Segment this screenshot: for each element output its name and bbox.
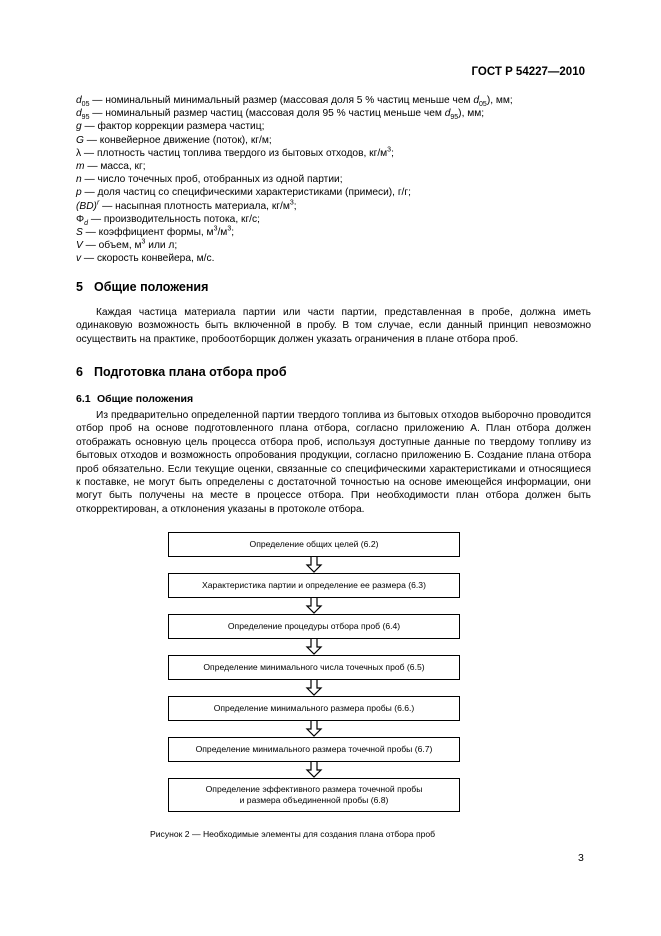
flow-arrow-5 bbox=[305, 721, 323, 737]
definition-g: g — фактор коррекции размера частиц; bbox=[76, 121, 265, 133]
flow-step-general-goals: Определение общих целей (6.2) bbox=[168, 532, 460, 557]
definition-lambda: λ — плотность частиц топлива твердого из бытовых отходов, $кг/м^3$; bbox=[76, 146, 394, 159]
definition-bd: (BD)$^r$ — насыпная плотность материала, $кг/м^3$; bbox=[76, 199, 297, 212]
definition-G: G — конвейерное движение (поток), кг/м; bbox=[76, 134, 272, 146]
subsection-6-1-heading: 6.1 Общие положения bbox=[76, 393, 194, 405]
definition-v: v — скорость конвейера, м/с. bbox=[76, 253, 215, 265]
flow-step-lot-characteristics: Характеристика партии и определение ее размера (6.3) bbox=[168, 573, 460, 598]
definition-p: p — доля частиц со специфическими характеристиками (примеси), г/г; bbox=[76, 187, 411, 199]
document-header: ГОСТ Р 54227—2010 bbox=[471, 66, 585, 78]
flow-arrow-1 bbox=[305, 557, 323, 573]
definition-d05: $d_{05}$ — номинальный минимальный размер (массовая доля 5 % частиц меньше чем $d_{05}$), мм; bbox=[76, 95, 513, 109]
definition-V: V — объем, $м^3$ или л; bbox=[76, 238, 178, 252]
flow-step-effective-increment-size: Определение эффективного размера точечной пробы и размера объединенной пробы (6.8) bbox=[168, 778, 460, 812]
symbols-list bbox=[76, 94, 591, 266]
flow-step-min-increments: Определение минимального числа точечных проб (6.5) bbox=[168, 655, 460, 680]
flow-step-sampling-procedure: Определение процедуры отбора проб (6.4) bbox=[168, 614, 460, 639]
figure-caption: Рисунок 2 — Необходимые элементы для создания плана отбора проб bbox=[150, 829, 436, 839]
flow-arrow-4 bbox=[305, 680, 323, 696]
section-5-heading: 5 Общие положения bbox=[76, 280, 209, 294]
flow-step-min-increment-size: Определение минимального размера точечной пробы (6.7) bbox=[168, 737, 460, 762]
flow-arrow-6 bbox=[305, 762, 323, 778]
definition-S: S — коэффициент формы, $м^3/м^3$; bbox=[76, 225, 235, 239]
section-5-paragraph: Каждая частица материала партии или части партии, представленная в пробе, должна иметь одинаковую возможность быть включенной в пробу. В том случае, если данный принцип невозможно осуществить на практике, пробоотборщик должен указать ограничения в плане отбора проб. bbox=[76, 307, 591, 345]
definition-m: m — масса, кг; bbox=[76, 161, 146, 173]
definition-phi: $\Phi_d$ — производительность потока, кг/с; bbox=[76, 213, 260, 227]
flow-arrow-2 bbox=[305, 598, 323, 614]
section-6-heading: 6 Подготовка плана отбора проб bbox=[76, 365, 287, 379]
definition-n: n — число точечных проб, отобранных из одной партии; bbox=[76, 174, 343, 186]
flow-step-min-sample-size: Определение минимального размера пробы (6.6.) bbox=[168, 696, 460, 721]
flow-arrow-3 bbox=[305, 639, 323, 655]
section-6-1-paragraph: Из предварительно определенной партии твердого топлива из бытовых отходов выборочно проводится отбор проб на основе подготовленного плана отбора, согласно приложению А. План отбора должен отображать основную цель процесса отбора проб, используя доступные данные по твердому топливу из бытовых отходов и возможность опробования продукции, согласно приложению Б. Создание плана отбора проб обязательно. Если текущие оценки, связанные со специфическими характеристиками и относящиеся к поставке, не могут быть определены с достаточной точностью на основе имеющейся информации, они могут быть получены на месте в процессе отбора. При необходимости план отбора должен быть откорректирован, а отклонения указаны в протоколе отбора. bbox=[76, 410, 591, 515]
definition-d95: $d_{95}$ — номинальный размер частиц (массовая доля 95 % частиц меньше чем $d_{95}$), мм; bbox=[76, 108, 485, 122]
page-number: 3 bbox=[578, 852, 584, 864]
